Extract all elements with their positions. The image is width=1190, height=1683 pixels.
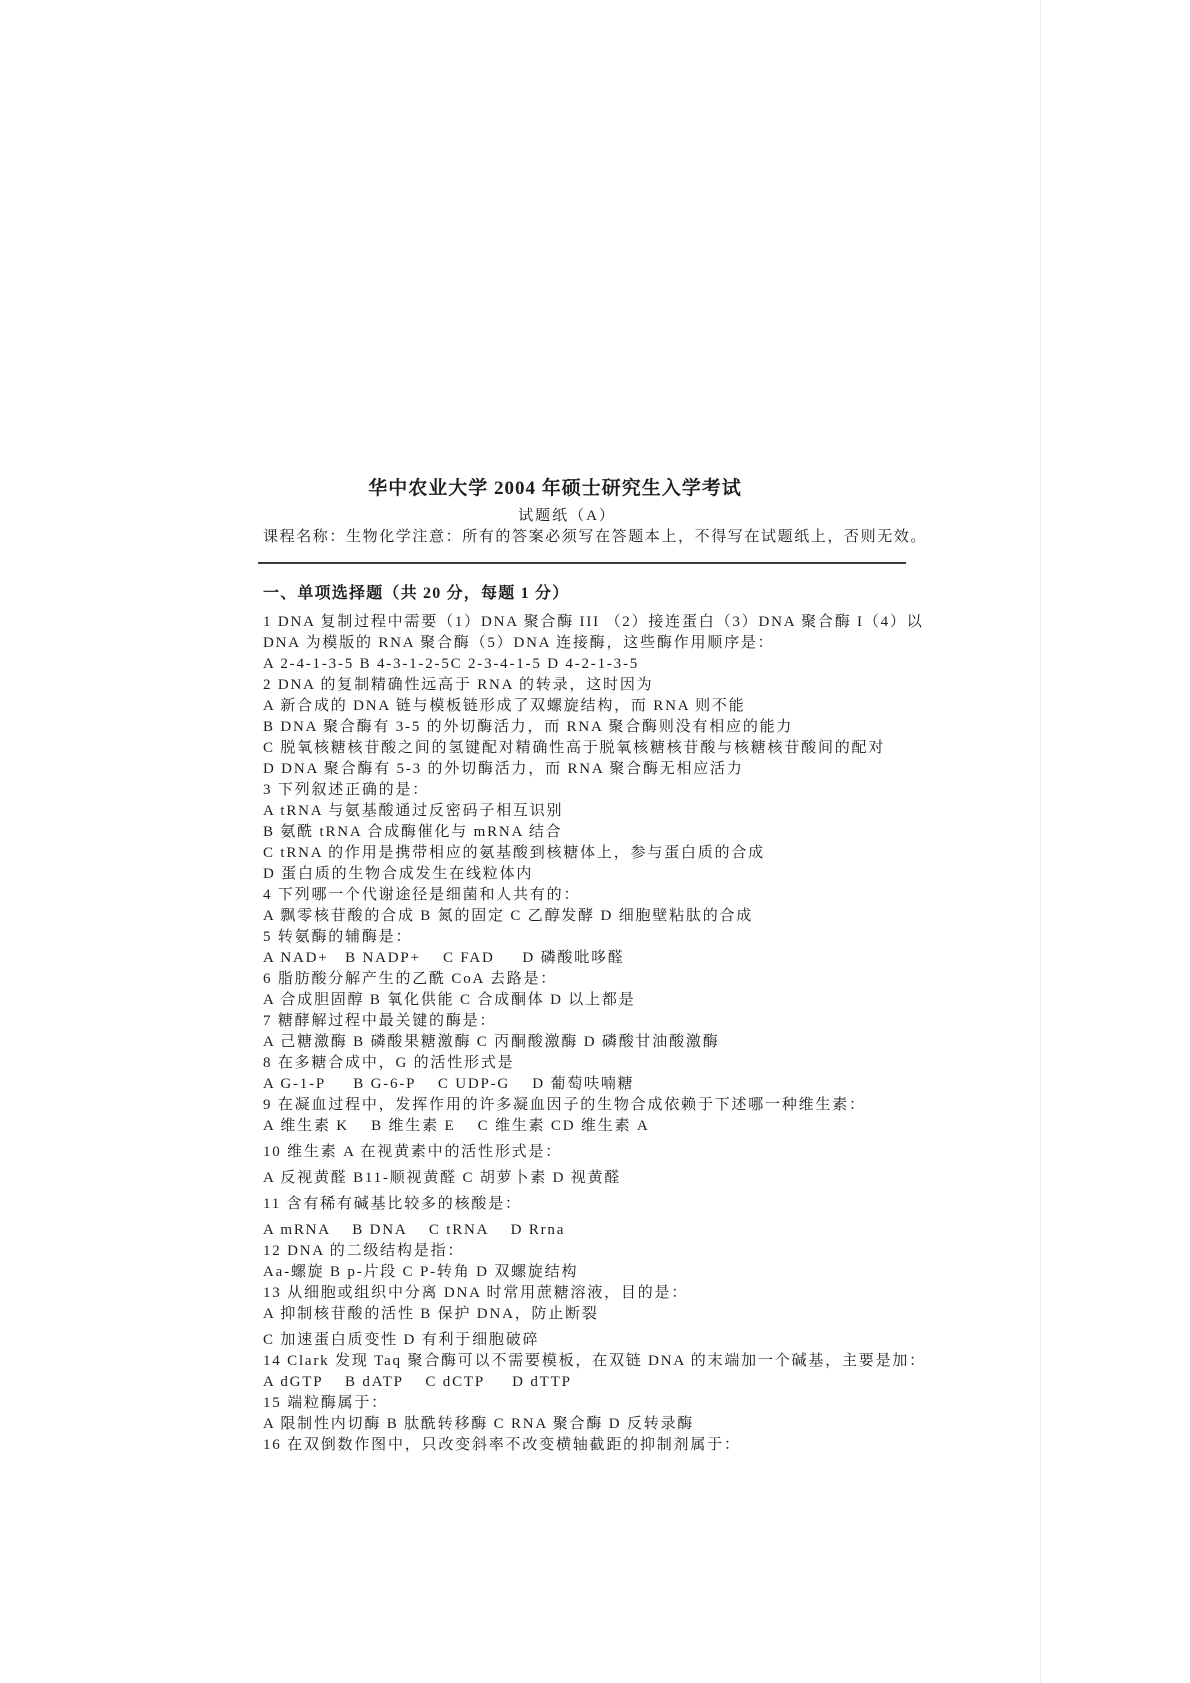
exam-text-line: B DNA 聚合酶有 3-5 的外切酶活力，而 RNA 聚合酶则没有相应的能力: [263, 719, 794, 735]
exam-text-line: A 新合成的 DNA 链与模板链形成了双螺旋结构，而 RNA 则不能: [263, 698, 746, 714]
exam-text-line: A 飘零核苷酸的合成 B 氮的固定 C 乙醇发酵 D 细胞壁粘肽的合成: [263, 908, 754, 924]
exam-text-line: 12 DNA 的二级结构是指：: [263, 1243, 465, 1259]
exam-text-line: A 2-4-1-3-5 B 4-3-1-2-5C 2-3-4-1-5 D 4-2-1-3-5: [263, 656, 640, 672]
exam-text-line: B 氨酰 tRNA 合成酶催化与 mRNA 结合: [263, 824, 563, 840]
exam-text-line: C 脱氧核糖核苷酸之间的氢键配对精确性高于脱氧核糖核苷酸与核糖核苷酸间的配对: [263, 740, 886, 756]
section-divider: [258, 562, 906, 564]
exam-text-line: 4 下列哪一个代谢途径是细菌和人共有的：: [263, 887, 581, 903]
section-heading: 一、单项选择题（共 20 分，每题 1 分）: [263, 585, 570, 602]
exam-text-line: DNA 为模版的 RNA 聚合酶（5）DNA 连接酶，这些酶作用顺序是：: [263, 635, 775, 651]
exam-text-line: 16 在双倒数作图中，只改变斜率不改变横轴截距的抑制剂属于：: [263, 1437, 741, 1453]
exam-text-line: 5 转氨酶的辅酶是：: [263, 929, 413, 945]
exam-text-line: 11 含有稀有碱基比较多的核酸是：: [263, 1196, 522, 1212]
paper-sheet-label: 试题纸（A）: [518, 508, 616, 524]
exam-text-line: A dGTP B dATP C dCTP D dTTP: [263, 1374, 572, 1390]
exam-text-line: D 蛋白质的生物合成发生在线粒体内: [263, 866, 534, 882]
exam-text-line: 10 维生素 A 在视黄素中的活性形式是：: [263, 1144, 563, 1160]
exam-text-line: 7 糖酵解过程中最关键的酶是：: [263, 1013, 497, 1029]
exam-text-line: 3 下列叙述正确的是：: [263, 782, 430, 798]
exam-text-line: A G-1-P B G-6-P C UDP-G D 葡萄呋喃糖: [263, 1076, 635, 1092]
exam-text-line: C tRNA 的作用是携带相应的氨基酸到核糖体上，参与蛋白质的合成: [263, 845, 765, 861]
exam-text-line: C 加速蛋白质变性 D 有利于细胞破碎: [263, 1332, 540, 1348]
exam-text-line: 1 DNA 复制过程中需要（1）DNA 聚合酶 III （2）接连蛋白（3）DNA 聚合酶 I（4）以: [263, 614, 924, 630]
exam-text-line: 8 在多糖合成中，G 的活性形式是: [263, 1055, 515, 1071]
exam-content: [263, 477, 943, 1456]
exam-title: 华中农业大学 2004 年硕士研究生入学考试: [368, 478, 742, 499]
exam-text-line: 6 脂肪酸分解产生的乙酰 CoA 去路是：: [263, 971, 558, 987]
course-name-and-notice: 课程名称：生物化学注意：所有的答案必须写在答题本上，不得写在试题纸上，否则无效。: [263, 529, 928, 545]
exam-text-line: A 己糖激酶 B 磷酸果糖激酶 C 丙酮酸激酶 D 磷酸甘油酸激酶: [263, 1034, 720, 1050]
scan-page-edge: [1040, 0, 1041, 1683]
exam-text-line: Aa-螺旋 B p-片段 C P-转角 D 双螺旋结构: [263, 1264, 579, 1280]
exam-text-line: 9 在凝血过程中，发挥作用的许多凝血因子的生物合成依赖于下述哪一种维生素：: [263, 1097, 866, 1113]
exam-text-line: A 反视黄醛 B11-顺视黄醛 C 胡萝卜素 D 视黄醛: [263, 1170, 622, 1186]
exam-text-line: 2 DNA 的复制精确性远高于 RNA 的转录，这时因为: [263, 677, 654, 693]
exam-text-line: A tRNA 与氨基酸通过反密码子相互识别: [263, 803, 564, 819]
exam-text-line: A 维生素 K B 维生素 E C 维生素 CD 维生素 A: [263, 1118, 650, 1134]
question-lines: [263, 612, 943, 1456]
exam-text-line: A 合成胆固醇 B 氧化供能 C 合成酮体 D 以上都是: [263, 992, 636, 1008]
exam-text-line: A NAD+ B NADP+ C FAD D 磷酸吡哆醛: [263, 950, 625, 966]
exam-text-line: 13 从细胞或组织中分离 DNA 时常用蔗糖溶液，目的是：: [263, 1285, 689, 1301]
exam-text-line: A mRNA B DNA C tRNA D Rrna: [263, 1222, 566, 1238]
exam-text-line: D DNA 聚合酶有 5-3 的外切酶活力，而 RNA 聚合酶无相应活力: [263, 761, 744, 777]
exam-text-line: 14 Clark 发现 Taq 聚合酶可以不需要模板，在双链 DNA 的末端加一个碱基，主要是加：: [263, 1353, 926, 1369]
exam-text-line: A 限制性内切酶 B 肽酰转移酶 C RNA 聚合酶 D 反转录酶: [263, 1416, 695, 1432]
exam-text-line: A 抑制核苷酸的活性 B 保护 DNA，防止断裂: [263, 1306, 599, 1322]
exam-text-line: 15 端粒酶属于：: [263, 1395, 388, 1411]
